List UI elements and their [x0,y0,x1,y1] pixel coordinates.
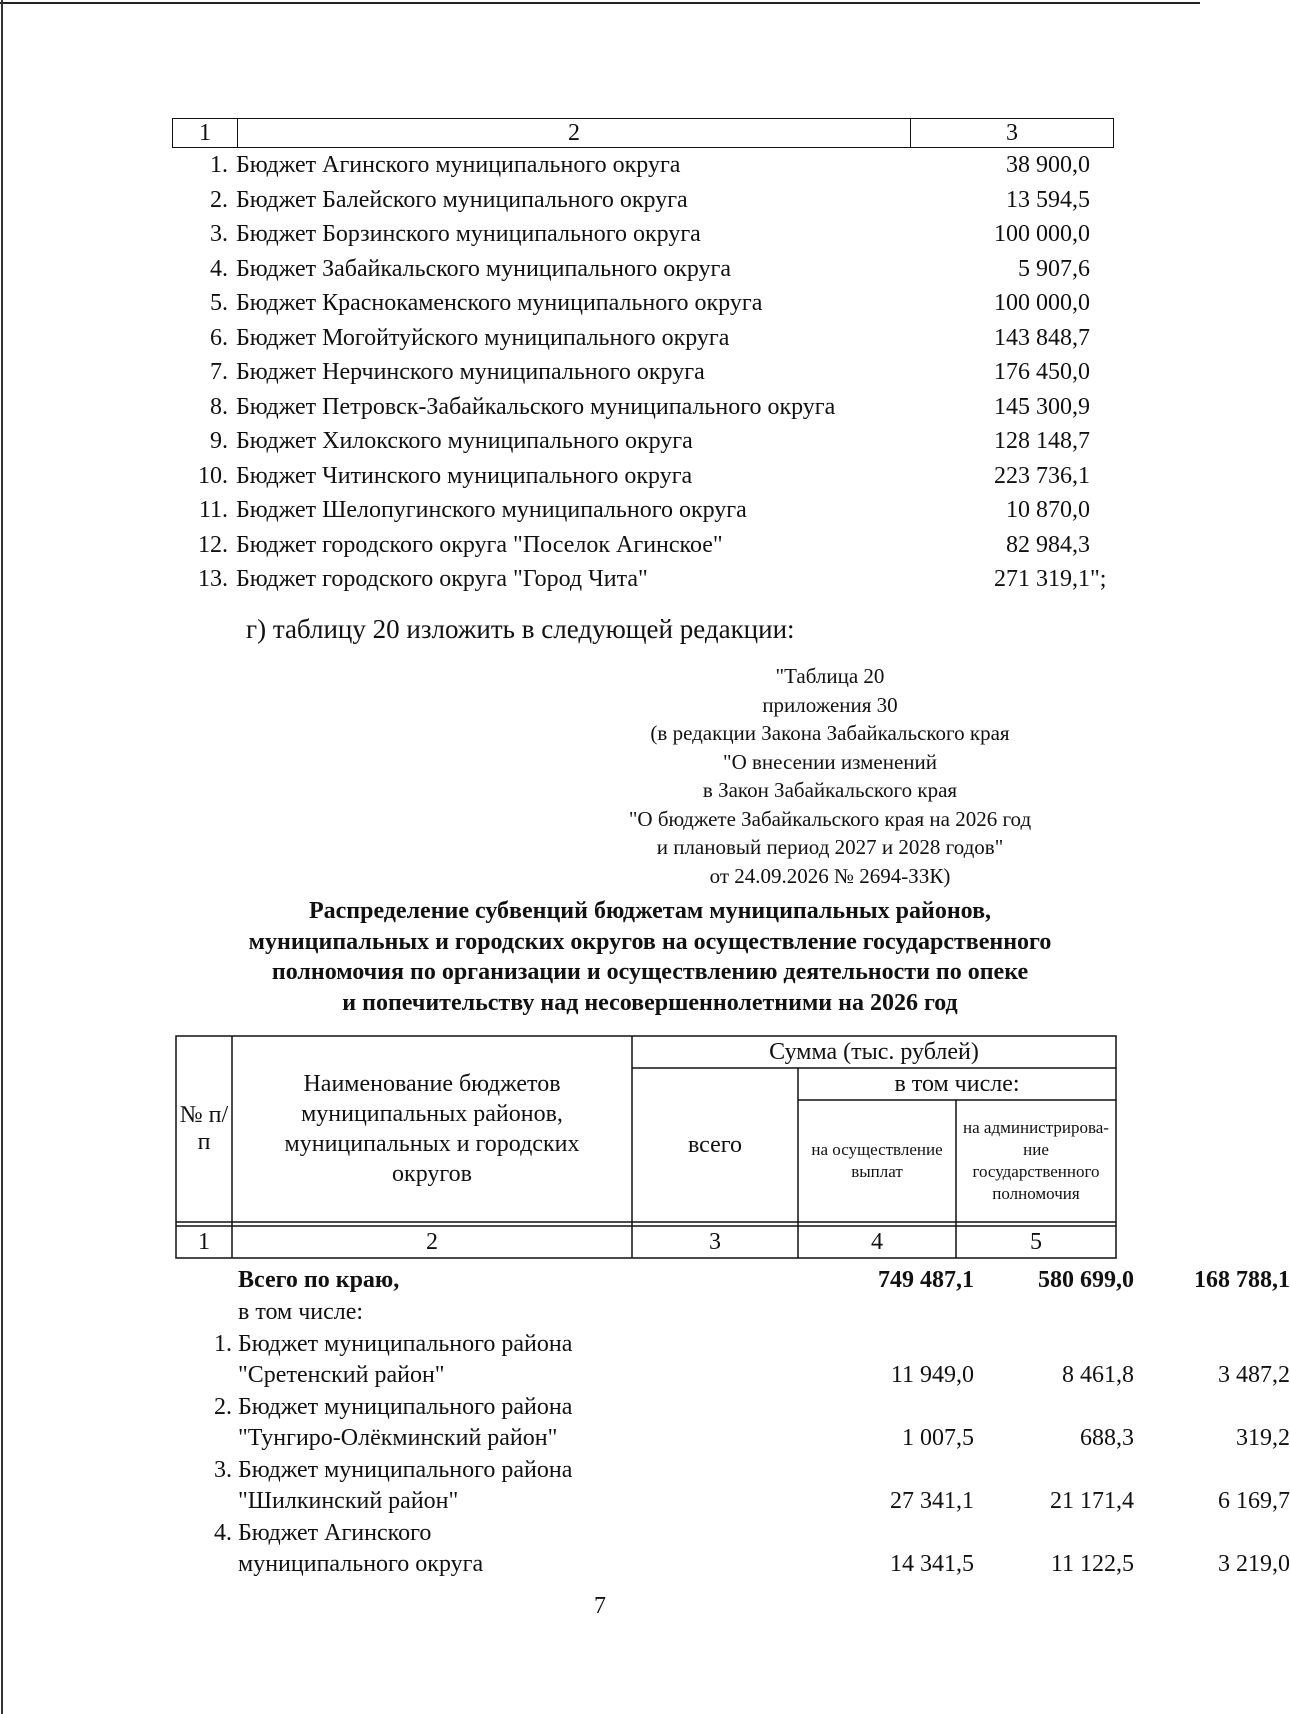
caption-line: от 24.09.2026 № 2694-ЗЗК) [709,863,951,888]
table-row [172,183,1114,218]
budget-amount [876,183,1114,218]
total-payments: 580 699,0 [1038,1267,1134,1293]
budget-name: Бюджет Агинского муниципального округа [236,152,681,178]
table-row [176,1391,1116,1423]
table-caption [560,662,1100,890]
budget-amount [876,424,1114,459]
col-number-header: 1 [173,119,238,147]
colnum-4: 4 [871,1228,883,1255]
title-line: и попечительству над несовершеннолетними на 2026 год [342,989,958,1016]
table-row-values [176,1422,1290,1454]
subsidy-table-continued [172,118,1114,597]
table-row [172,493,1114,528]
header-total: всего [687,1131,743,1158]
table-row [176,1454,1116,1486]
amount-value: 176 450,0 [994,359,1090,385]
colnum-5: 5 [1030,1228,1042,1255]
title-line: Распределение субвенций бюджетам муниципальных районов, [308,898,992,924]
row-number: 13. [198,566,228,592]
title-line: муниципальных и городских округов на осуществление государственного [248,928,1052,955]
col-name-header: 2 [238,119,911,147]
budget-amount [876,528,1114,563]
row-number: 4. [214,1520,232,1546]
row-number: 7. [210,359,228,385]
quote-end: "; [1090,566,1107,592]
table-row [172,148,1114,183]
budget-amount [876,148,1114,183]
header-including: в том числе: [894,1070,1020,1097]
row-number: 2. [210,186,228,213]
row-number: 6. [210,324,228,351]
budget-name: Бюджет городского округа "Город Чита" [236,566,648,592]
budget-name: Бюджет Нерчинского муниципального округа [236,359,705,385]
row-number: 4. [210,255,228,282]
budget-name: Бюджет Читинского муниципального округа [236,462,693,489]
amount-total: 14 341,5 [890,1551,974,1577]
table-row [172,252,1114,287]
amount-total: 27 341,1 [890,1488,974,1514]
title-line: полномочия по организации и осуществлению деятельности по опеке [271,959,1029,985]
amount-administration: 3 219,0 [1218,1551,1290,1577]
amount-administration: 319,2 [1236,1425,1290,1451]
table-row-values [176,1359,1290,1391]
amount-value: 82 984,3 [1006,531,1090,558]
table-row [172,217,1114,252]
colnum-2: 2 [426,1228,438,1255]
table-row [172,321,1114,356]
budget-name-line-2: "Шилкинский район" [238,1488,459,1514]
budget-amount [876,355,1114,390]
amount-value: 100 000,0 [994,221,1090,247]
table-row-values [176,1485,1290,1517]
caption-line: (в редакции Закона Забайкальского края [650,721,1010,745]
amount-value: 271 319,1 [994,566,1090,592]
budget-name-line-1: Бюджет муниципального района [238,1331,573,1357]
budget-name: Бюджет Забайкальского муниципального округа [236,255,732,282]
table-row [176,1328,1116,1360]
header-payments: на осуществление выплат [811,1140,943,1181]
budget-amount [876,459,1114,494]
table-row [172,562,1114,597]
amount-administration: 6 169,7 [1218,1488,1290,1514]
table-row [176,1517,1116,1549]
row-number: 5. [210,290,228,316]
amount-payments: 21 171,4 [1050,1488,1134,1514]
caption-line: в Закон Забайкальского края [702,778,958,802]
total-all: 749 487,1 [878,1267,974,1293]
budget-name: Бюджет Хилокского муниципального округа [236,428,693,454]
row-number: 3. [210,221,228,247]
budget-amount [876,321,1114,356]
caption-line: "Таблица 20 [775,664,885,688]
header-administration: на администрирова-ние государственного полномочия [963,1118,1109,1203]
table-row [172,459,1114,494]
row-number: 1. [210,152,228,178]
amount-value: 128 148,7 [994,428,1090,454]
budget-amount [876,217,1114,252]
total-administration: 168 788,1 [1194,1267,1290,1293]
caption-line: и плановый период 2027 и 2028 годов" [656,835,1004,859]
budget-name-line-2: "Тунгиро-Олёкминский район" [238,1425,558,1451]
row-number: 12. [198,531,228,558]
amount-administration: 3 487,2 [1218,1362,1290,1388]
amount-value: 10 870,0 [1006,497,1090,523]
budget-amount [876,390,1114,425]
table-row [172,424,1114,459]
budget-amount [876,493,1114,528]
budget-name-line-2: "Сретенский район" [238,1362,445,1388]
caption-line: приложения 30 [762,692,898,717]
caption-line: "О бюджете Забайкальского края на 2026 год [628,806,1032,831]
table-row-values [176,1548,1290,1580]
table-row [172,390,1114,425]
header-number: № п/п [179,1102,229,1155]
row-number: 3. [214,1457,232,1483]
colnum-1: 1 [198,1228,210,1255]
row-number: 2. [214,1394,232,1420]
table-row [172,355,1114,390]
amount-payments: 8 461,8 [1062,1362,1134,1388]
total-row [176,1264,1290,1296]
budget-name: Бюджет Петровск-Забайкальского муниципального округа [236,393,836,420]
amount-value: 223 736,1 [994,462,1090,489]
budget-name: Бюджет Могойтуйского муниципального округа [236,324,730,351]
amount-value: 13 594,5 [1006,186,1090,213]
header-sum: Сумма (тыс. рублей) [769,1038,979,1065]
amount-value: 100 000,0 [994,290,1090,316]
amount-value: 145 300,9 [994,393,1090,420]
budget-name-line-1: Бюджет муниципального района [238,1457,573,1483]
table-row [172,286,1114,321]
page-number: 7 [594,1593,606,1619]
amount-payments: 11 122,5 [1050,1551,1134,1577]
budget-name-line-1: Бюджет муниципального района [238,1394,573,1420]
budget-amount [876,286,1114,321]
table-title [180,896,1120,1018]
col-sum-header: 3 [1006,120,1018,146]
header-budget-name: Наименование бюджетов муниципальных районов, муниципальных и городских округов [284,1071,580,1187]
budget-amount [876,252,1114,287]
colnum-3: 3 [709,1228,721,1255]
budget-name-line-1: Бюджет Агинского [238,1520,432,1546]
row-number: 11. [198,497,228,523]
budget-name: Бюджет Шелопугинского муниципального округа [236,497,747,523]
row-number: 8. [210,393,228,420]
budget-name: Бюджет Краснокаменского муниципального округа [236,290,763,316]
budget-amount [876,562,1114,597]
including-label: в том числе: [238,1299,364,1325]
amendment-instruction: г) таблицу 20 изложить в следующей редакции: [246,614,795,644]
row-number: 1. [214,1331,232,1357]
budget-name: Бюджет Борзинского муниципального округа [236,221,701,247]
row-number: 9. [210,428,228,454]
amount-payments: 688,3 [1080,1425,1134,1451]
caption-line: "О внесении изменений [723,749,937,774]
amount-value: 5 907,6 [1018,255,1090,282]
amount-value: 38 900,0 [1006,152,1090,178]
table-body [172,148,1114,597]
amount-total: 1 007,5 [902,1425,974,1451]
row-number: 10. [198,462,228,489]
scan-border-left [1,0,3,1714]
including-row [176,1296,1116,1328]
scan-border-top [0,2,1200,4]
table-header-row [172,118,1114,148]
total-label: Всего по краю, [238,1267,400,1293]
amount-total: 11 949,0 [890,1362,974,1388]
budget-name: Бюджет городского округа "Поселок Агинское" [236,531,723,558]
budget-name-line-2: муниципального округа [238,1551,484,1577]
amount-value: 143 848,7 [994,324,1090,351]
table-row [172,528,1114,563]
budget-name: Бюджет Балейского муниципального округа [236,186,688,213]
